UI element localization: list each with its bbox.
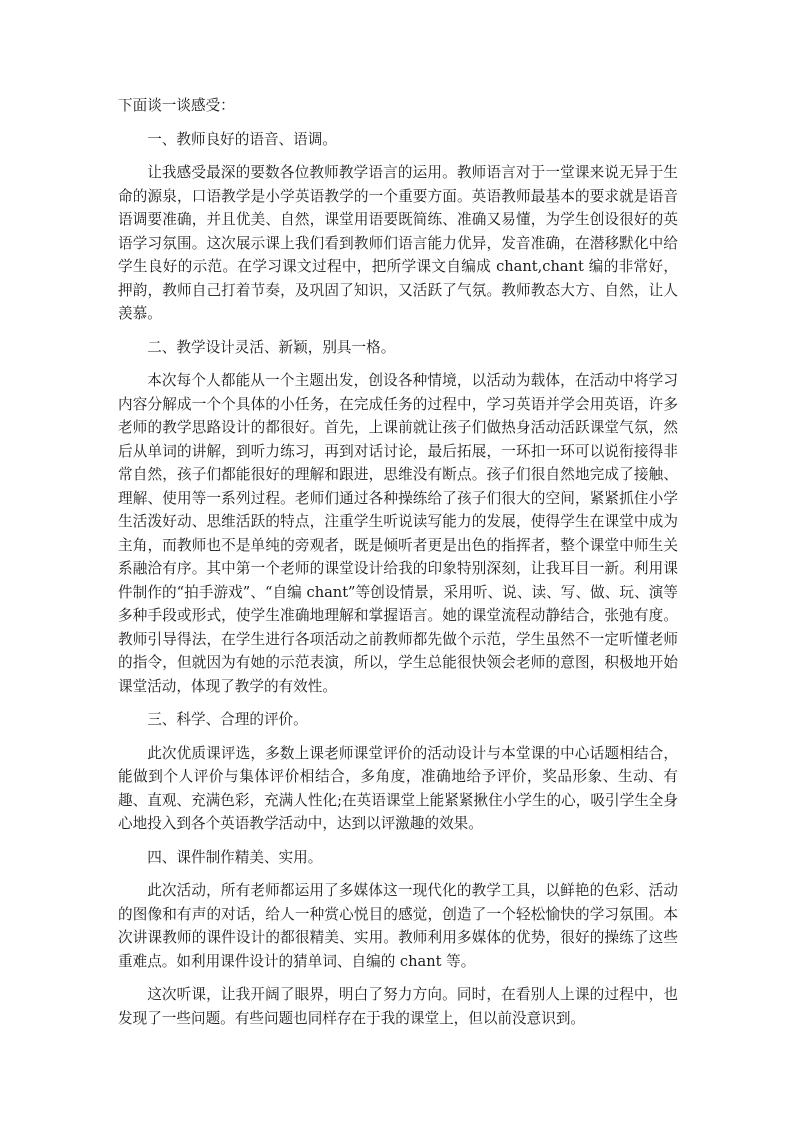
section-heading-2: 二、教学设计灵活、新颖，别具一格。 bbox=[147, 338, 396, 356]
section-heading-1: 一、教师良好的语音、语调。 bbox=[147, 130, 337, 148]
section-body-2: 本次每个人都能从一个主题出发，创设各种情境，以活动为载体，在活动中将学习内容分解成一个个具体的小任务，在完成任务的过程中，学习英语并学会用英语，许多老师的教学思路设计的都很好。首先，上课前就让孩子们做热身活动活跃课堂气氛，然后从单词的讲解，到听力练习，再到对话讨论，最后拓展，一环扣一环可以说衔接得非常自然，孩子们都能很好的理解和跟进，思维没有断点。孩子们很自然地完成了接触、理解、使用等一系列过程。老师们通过各种操练给了孩子们很大的空间，紧紧抓住小学生活泼好动、思维活跃的特点，注重学生听说读写能力的发展，使得学生在课堂中成为主角，而教师也不是单纯的旁观者，既是倾听者更是出色的指挥者，整个课堂中师生关系融洽有序。其中第一个老师的课堂设计给我的印象特别深刻，让我耳目一新。利用课件制作的“拍手游戏”、“自编 chant”等创设情景，采用听、说、读、写、做、玩、演等多种手段或形式，使学生准确地理解和掌握语言。她的课堂流程动静结合，张弛有度。教师引导得法，在学生进行各项活动之前教师都先做个示范，学生虽然不一定听懂老师的指令，但就因为有她的示范表演，所以，学生总能很快领会老师的意图，积极地开始课堂活动，体现了教学的有效性。 bbox=[118, 372, 678, 695]
section-heading-4: 四、课件制作精美、实用。 bbox=[147, 848, 323, 866]
closing-paragraph: 这次听课，让我开阔了眼界，明白了努力方向。同时，在看别人上课的过程中，也发现了一些问题。有些问题也同样存在于我的课堂上，但以前没意识到。 bbox=[118, 986, 678, 1027]
section-body-3: 此次优质课评选，多数上课老师课堂评价的活动设计与本堂课的中心话题相结合，能做到个人评价与集体评价相结合，多角度，准确地给予评价，奖品形象、生动、有趣、直观、充满色彩，充满人性化;在英语课堂上能紧紧揪住小学生的心，吸引学生全身心地投入到各个英语教学活动中，达到以评激趣的效果。 bbox=[118, 744, 678, 832]
intro-line: 下面谈一谈感受： bbox=[118, 97, 235, 114]
section-body-1: 让我感受最深的要数各位教师教学语言的运用。教师语言对于一堂课来说无异于生命的源泉，口语教学是小学英语教学的一个重要方面。英语教师最基本的要求就是语音语调要准确，并且优美、自然，课堂用语要既简练、准确又易懂，为学生创设很好的英语学习氛围。这次展示课上我们看到教师们语言能力优异，发音准确，在潜移默化中给学生良好的示范。在学习课文过程中，把所学课文自编成 chant,chant 编的非常好，押韵，教师自己打着节奏，及巩固了知识，又活跃了气氛。教师教态大方、自然，让人羡慕。 bbox=[118, 164, 678, 322]
document-page bbox=[118, 94, 678, 1040]
section-heading-3: 三、科学、合理的评价。 bbox=[147, 711, 308, 728]
section-body-4: 此次活动，所有老师都运用了多媒体这一现代化的教学工具，以鲜艳的色彩、活动的图像和有声的对话，给人一种赏心悦目的感觉，创造了一个轻松愉快的学习氛围。本次讲课教师的课件设计的都很精美、实用。教师利用多媒体的优势，很好的操练了这些重难点。如利用课件设计的猜单词、自编的 chant 等。 bbox=[118, 882, 678, 970]
